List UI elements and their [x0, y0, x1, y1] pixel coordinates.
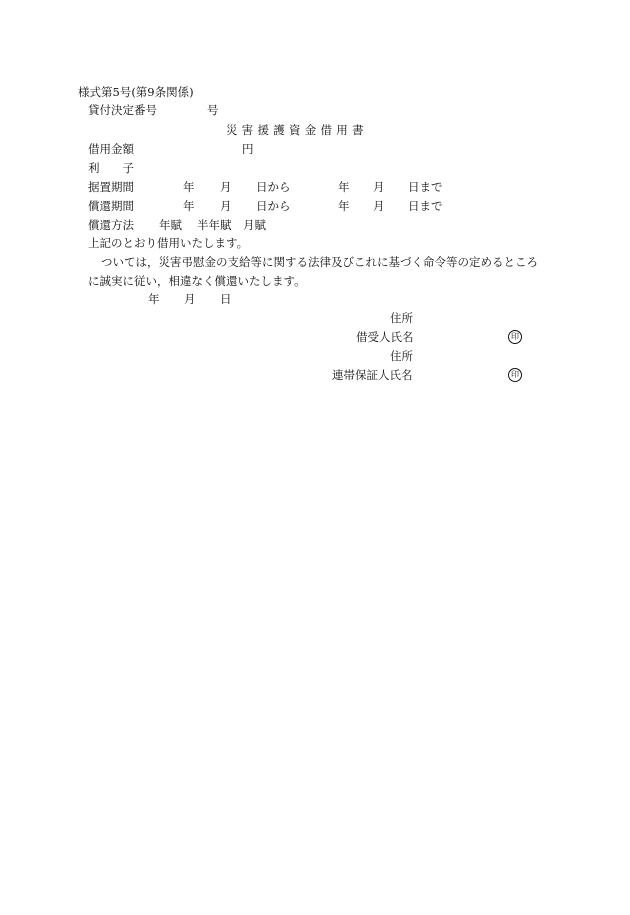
body-line-3: に誠実に従い，相違なく償還いたします。	[88, 274, 306, 288]
borrower-seal-icon: 印	[508, 330, 522, 344]
interest-label: 利 子	[88, 161, 134, 175]
body-line-1: 上記のとおり借用いたします。	[88, 236, 249, 250]
borrower-address-label: 住所	[390, 311, 413, 325]
loan-number-suffix: 号	[207, 103, 219, 117]
guarantor-name-label: 連帯保証人氏名	[332, 368, 413, 382]
deferment-end-month: 月	[373, 180, 385, 194]
document-title: 災 害 援 護 資 金 借 用 書	[226, 123, 364, 137]
deferment-start-year: 年	[183, 180, 195, 194]
amount-label: 借用金額	[88, 142, 134, 156]
repayment-end-year: 年	[338, 199, 350, 213]
repayment-start-month: 月	[220, 199, 232, 213]
deferment-end-day: 日まで	[408, 180, 443, 194]
date-day: 日	[220, 292, 232, 306]
deferment-end-year: 年	[338, 180, 350, 194]
amount-unit: 円	[242, 142, 254, 156]
repayment-period-label: 償還期間	[88, 199, 134, 213]
guarantor-seal-icon: 印	[508, 368, 522, 382]
repayment-method-label: 償還方法	[88, 218, 134, 232]
body-line-2: ついては，災害弔慰金の支給等に関する法律及びこれに基づく命令等の定めるところ	[101, 255, 538, 269]
deferment-start-day: 日から	[256, 180, 291, 194]
date-year: 年	[148, 292, 160, 306]
deferment-start-month: 月	[220, 180, 232, 194]
option-monthly: 月賦	[243, 218, 266, 232]
repayment-start-day: 日から	[256, 199, 291, 213]
option-annual: 年賦	[159, 218, 182, 232]
borrower-name-label: 借受人氏名	[356, 330, 414, 344]
date-month: 月	[184, 292, 196, 306]
option-semiannual: 半年賦	[197, 218, 232, 232]
repayment-end-day: 日まで	[408, 199, 443, 213]
loan-number-label: 貸付決定番号	[88, 103, 157, 117]
deferment-label: 据置期間	[88, 180, 134, 194]
repayment-end-month: 月	[373, 199, 385, 213]
repayment-start-year: 年	[183, 199, 195, 213]
form-number-label: 様式第5号(第9条関係)	[78, 85, 194, 99]
guarantor-address-label: 住所	[390, 349, 413, 363]
